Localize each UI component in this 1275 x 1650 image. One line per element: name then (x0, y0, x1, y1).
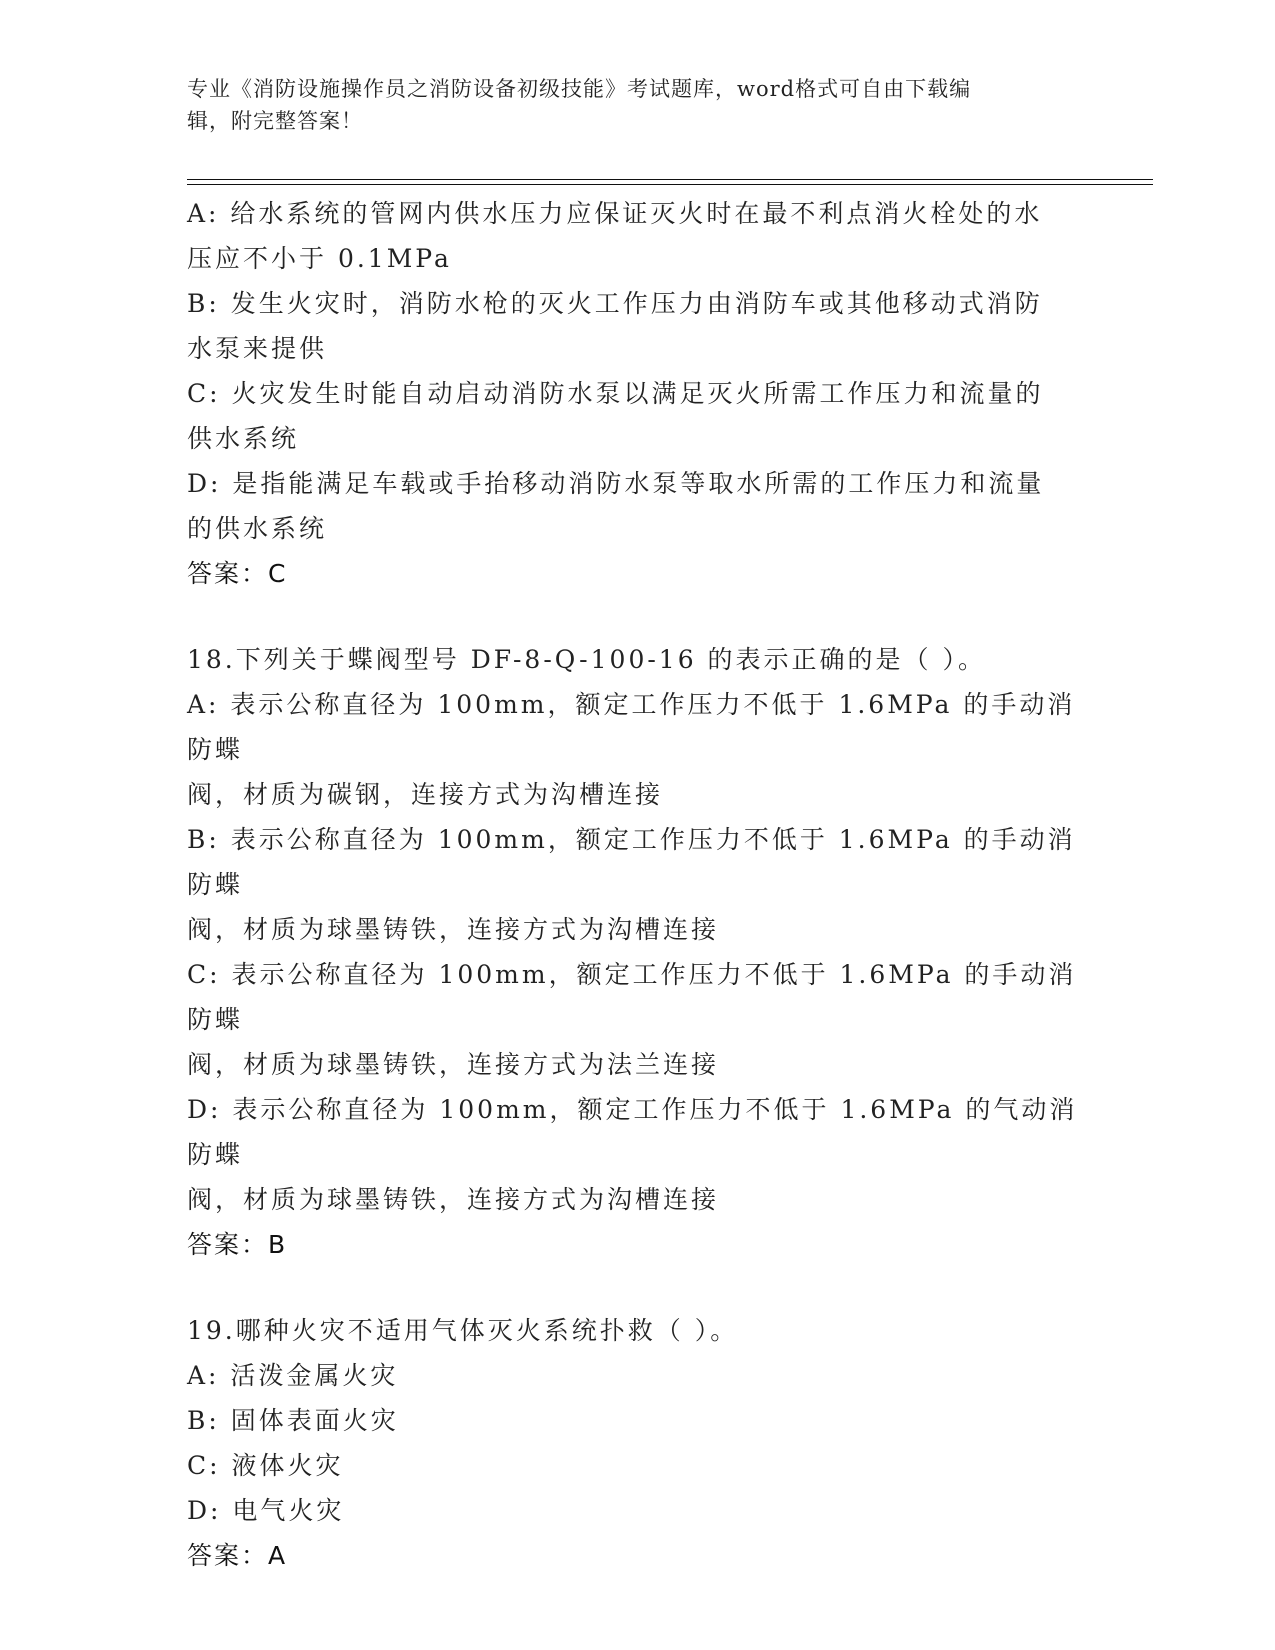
q17-answer: 答案：C (187, 559, 288, 588)
q19-question-text: 19.哪种火灾不适用气体灭火系统扑救（ ）。 (187, 1316, 739, 1345)
q18-option-d (187, 1087, 1087, 1222)
q18-option-c (187, 952, 1087, 1087)
q18-option-a (187, 682, 1087, 817)
q17-option-a-line-2: 压应不小于 0.1MPa (187, 244, 452, 273)
q17-option-d-line-2: 的供水系统 (187, 514, 328, 543)
q19-answer: 答案：A (187, 1541, 288, 1570)
question-19 (187, 1308, 1087, 1578)
q18-option-b (187, 817, 1087, 952)
q17-option-b-line-1: B: 发生火灾时，消防水枪的灭火工作压力由消防车或其他移动式消防 (187, 289, 1043, 318)
q18-question-text: 18.下列关于蝶阀型号 DF-8-Q-100-16 的表示正确的是（ ）。 (187, 645, 987, 674)
q17-option-a (187, 191, 1087, 281)
q17-option-b (187, 281, 1087, 371)
question-17 (187, 191, 1087, 596)
q18-option-b-line-1: B: 表示公称直径为 100mm，额定工作压力不低于 1.6MPa 的手动消防蝶 (187, 825, 1076, 899)
q17-option-a-line-1: A: 给水系统的管网内供水压力应保证灭火时在最不利点消火栓处的水 (187, 199, 1043, 228)
question-content (187, 191, 1087, 1578)
q18-option-a-line-2: 阀，材质为碳钢，连接方式为沟槽连接 (187, 780, 664, 809)
document-header (187, 73, 1067, 137)
q17-option-d (187, 461, 1087, 551)
q17-option-c (187, 371, 1087, 461)
q17-option-b-line-2: 水泵来提供 (187, 334, 328, 363)
q19-option-b: B: 固体表面火灾 (187, 1406, 399, 1435)
spacer (187, 596, 1087, 637)
header-divider-top (187, 179, 1153, 180)
q19-option-d: D: 电气火灾 (187, 1496, 345, 1525)
q17-option-d-line-1: D: 是指能满足车载或手抬移动消防水泵等取水所需的工作压力和流量 (187, 469, 1045, 498)
q18-option-c-line-1: C: 表示公称直径为 100mm，额定工作压力不低于 1.6MPa 的手动消防蝶 (187, 960, 1077, 1034)
q18-answer: 答案：B (187, 1230, 288, 1259)
header-line-2: 辑，附完整答案！ (187, 109, 363, 133)
spacer (187, 1267, 1087, 1308)
header-line-1: 专业《消防设施操作员之消防设备初级技能》考试题库，word格式可自由下载编 (187, 77, 972, 101)
q18-option-c-line-2: 阀，材质为球墨铸铁，连接方式为法兰连接 (187, 1050, 720, 1079)
q18-option-b-line-2: 阀，材质为球墨铸铁，连接方式为沟槽连接 (187, 915, 720, 944)
q19-option-c: C: 液体火灾 (187, 1451, 344, 1480)
header-divider-bottom (187, 184, 1153, 185)
q19-option-a: A: 活泼金属火灾 (187, 1361, 399, 1390)
q18-option-a-line-1: A: 表示公称直径为 100mm，额定工作压力不低于 1.6MPa 的手动消防蝶 (187, 690, 1076, 764)
q17-option-c-line-1: C: 火灾发生时能自动启动消防水泵以满足灭火所需工作压力和流量的 (187, 379, 1044, 408)
q18-option-d-line-1: D: 表示公称直径为 100mm，额定工作压力不低于 1.6MPa 的气动消防蝶 (187, 1095, 1078, 1169)
q18-option-d-line-2: 阀，材质为球墨铸铁，连接方式为沟槽连接 (187, 1185, 720, 1214)
q17-option-c-line-2: 供水系统 (187, 424, 300, 453)
question-18 (187, 637, 1087, 1267)
